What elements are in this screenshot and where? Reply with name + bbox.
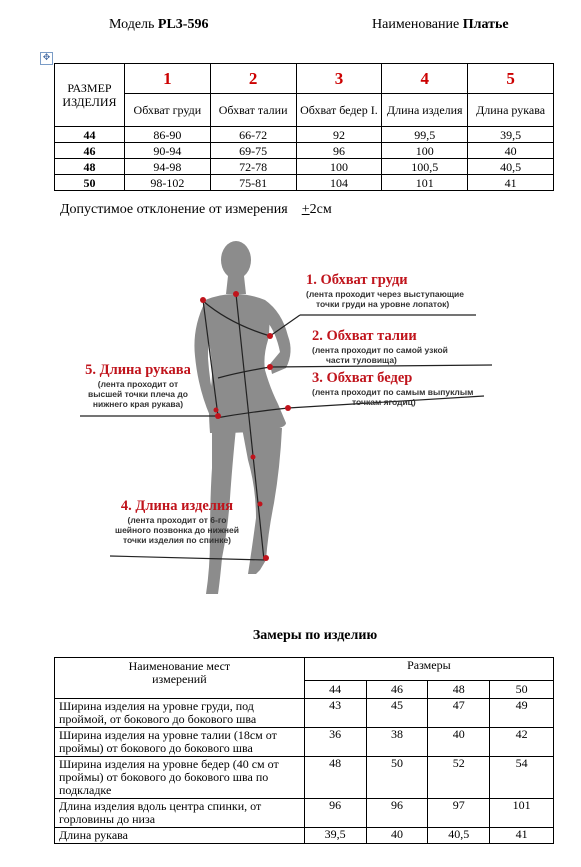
cell-value: 40: [468, 143, 554, 159]
cell-value: 94-98: [124, 159, 210, 175]
cell-value: 66-72: [210, 127, 296, 143]
tolerance-label: Допустимое отклонение от измерения: [60, 202, 288, 217]
cell-value: 40,5: [428, 828, 490, 844]
size-table: [54, 63, 554, 191]
col-number-1: 1: [124, 64, 210, 94]
cell-value: 100: [382, 143, 468, 159]
measurements-title: Замеры по изделию: [252, 628, 378, 643]
row-name: Ширина изделия на уровне груди, под проймой, от бокового до бокового шва: [55, 699, 305, 728]
annotation-desc: (лента проходит от 6-го: [127, 515, 227, 525]
cell-value: 48: [304, 757, 366, 799]
cell-value: 69-75: [210, 143, 296, 159]
annotation-title: 5. Длина рукава: [85, 362, 191, 378]
annotation-desc: шейного позвонка до нижней: [115, 525, 239, 535]
table-row: [55, 127, 554, 143]
cell-value: 101: [490, 799, 554, 828]
row-name: Ширина изделия на уровне бедер (40 см от проймы) от бокового до бокового шва по подкладке: [55, 757, 305, 799]
measurement-figure: [60, 228, 540, 606]
row-name: Длина изделия вдоль центра спинки, от горловины до низа: [55, 799, 305, 828]
annotation-desc: нижнего края рукава): [92, 399, 184, 409]
tolerance-note: [60, 202, 332, 218]
cell-value: 39,5: [304, 828, 366, 844]
col-label-2: Обхват талии: [210, 94, 296, 127]
annotation-length: [112, 498, 242, 545]
cell-value: 41: [468, 175, 554, 191]
model-line: [109, 17, 208, 33]
table-row: [55, 728, 554, 757]
col-number-2: 2: [210, 64, 296, 94]
cell-value: 100: [296, 159, 382, 175]
annotation-desc: точки изделия по спинке): [122, 535, 232, 545]
header-left: Наименование мест измерений: [55, 658, 305, 699]
cell-value: 39,5: [468, 127, 554, 143]
cell-value: 86-90: [124, 127, 210, 143]
woman-silhouette-icon: [60, 228, 540, 606]
cell-value: 96: [366, 799, 428, 828]
table-row: [55, 159, 554, 175]
cell-value: 49: [490, 699, 554, 728]
size-corner-label: РАЗМЕР ИЗДЕЛИЯ: [55, 64, 125, 127]
cell-value: 40: [366, 828, 428, 844]
col-number-3: 3: [296, 64, 382, 94]
row-size: 48: [55, 159, 125, 175]
cell-value: 72-78: [210, 159, 296, 175]
cell-value: 43: [304, 699, 366, 728]
cell-value: 52: [428, 757, 490, 799]
model-label: Модель: [109, 17, 155, 32]
col-label-4: Длина изделия: [382, 94, 468, 127]
cell-value: 97: [428, 799, 490, 828]
row-size: 50: [55, 175, 125, 191]
size-header: 48: [428, 681, 490, 699]
annotation-desc: (лента проходит от: [97, 379, 179, 389]
name-value: Платье: [462, 17, 509, 32]
product-name-line: [372, 17, 509, 33]
model-value: PL3-596: [157, 17, 209, 32]
cell-value: 40: [428, 728, 490, 757]
annotation-title: 3. Обхват бедер: [312, 370, 413, 386]
annotation-desc: (лента проходит по самой узкой: [312, 345, 448, 355]
col-label-5: Длина рукава: [468, 94, 554, 127]
cell-value: 45: [366, 699, 428, 728]
annotation-hips: [312, 370, 473, 407]
cell-value: 54: [490, 757, 554, 799]
cell-value: 98-102: [124, 175, 210, 191]
col-number-4: 4: [382, 64, 468, 94]
table-row: [55, 799, 554, 828]
table-row: [55, 828, 554, 844]
cell-value: 50: [366, 757, 428, 799]
annotation-title: 1. Обхват груди: [306, 272, 408, 288]
col-label-1: Обхват груди: [124, 94, 210, 127]
annotation-desc: высшей точки плеча до: [88, 389, 188, 399]
table-row: [55, 757, 554, 799]
row-size: 44: [55, 127, 125, 143]
annotation-desc: (лента проходит по самым выпуклым: [312, 387, 474, 397]
cell-value: 40,5: [468, 159, 554, 175]
cell-value: 90-94: [124, 143, 210, 159]
annotation-sleeve: [82, 362, 194, 409]
cell-value: 38: [366, 728, 428, 757]
size-header: 46: [366, 681, 428, 699]
row-size: 46: [55, 143, 125, 159]
header-right: Размеры: [304, 658, 553, 681]
size-header: 50: [490, 681, 554, 699]
cell-value: 104: [296, 175, 382, 191]
cell-value: 100,5: [382, 159, 468, 175]
annotation-desc: точки груди на уровне лопаток): [316, 299, 450, 309]
annotation-chest: [306, 272, 464, 309]
tolerance-value: 2см: [309, 202, 332, 217]
col-label-3: Обхват бедер I.: [296, 94, 382, 127]
annotation-desc: части туловища): [326, 355, 397, 365]
table-row: [55, 699, 554, 728]
cell-value: 75-81: [210, 175, 296, 191]
cell-value: 36: [304, 728, 366, 757]
annotation-waist: [312, 328, 448, 365]
table-row: [55, 175, 554, 191]
row-name: Длина рукава: [55, 828, 305, 844]
size-header: 44: [304, 681, 366, 699]
table-row: [55, 143, 554, 159]
cell-value: 96: [296, 143, 382, 159]
annotation-title: 4. Длина изделия: [120, 498, 234, 514]
cell-value: 96: [304, 799, 366, 828]
table-move-handle-icon[interactable]: ✥: [40, 52, 53, 65]
annotation-desc: точкам ягодиц): [352, 397, 416, 407]
annotation-desc: (лента проходит через выступающие: [306, 289, 465, 299]
annotation-title: 2. Обхват талии: [312, 328, 417, 344]
cell-value: 101: [382, 175, 468, 191]
plus-minus-sign: +: [301, 202, 310, 217]
row-name: Ширина изделия на уровне талии (18см от проймы) от бокового до бокового шва: [55, 728, 305, 757]
cell-value: 42: [490, 728, 554, 757]
col-number-5: 5: [468, 64, 554, 94]
cell-value: 92: [296, 127, 382, 143]
name-label: Наименование: [372, 17, 460, 32]
cell-value: 99,5: [382, 127, 468, 143]
cell-value: 41: [490, 828, 554, 844]
measurements-table: [54, 657, 554, 844]
cell-value: 47: [428, 699, 490, 728]
